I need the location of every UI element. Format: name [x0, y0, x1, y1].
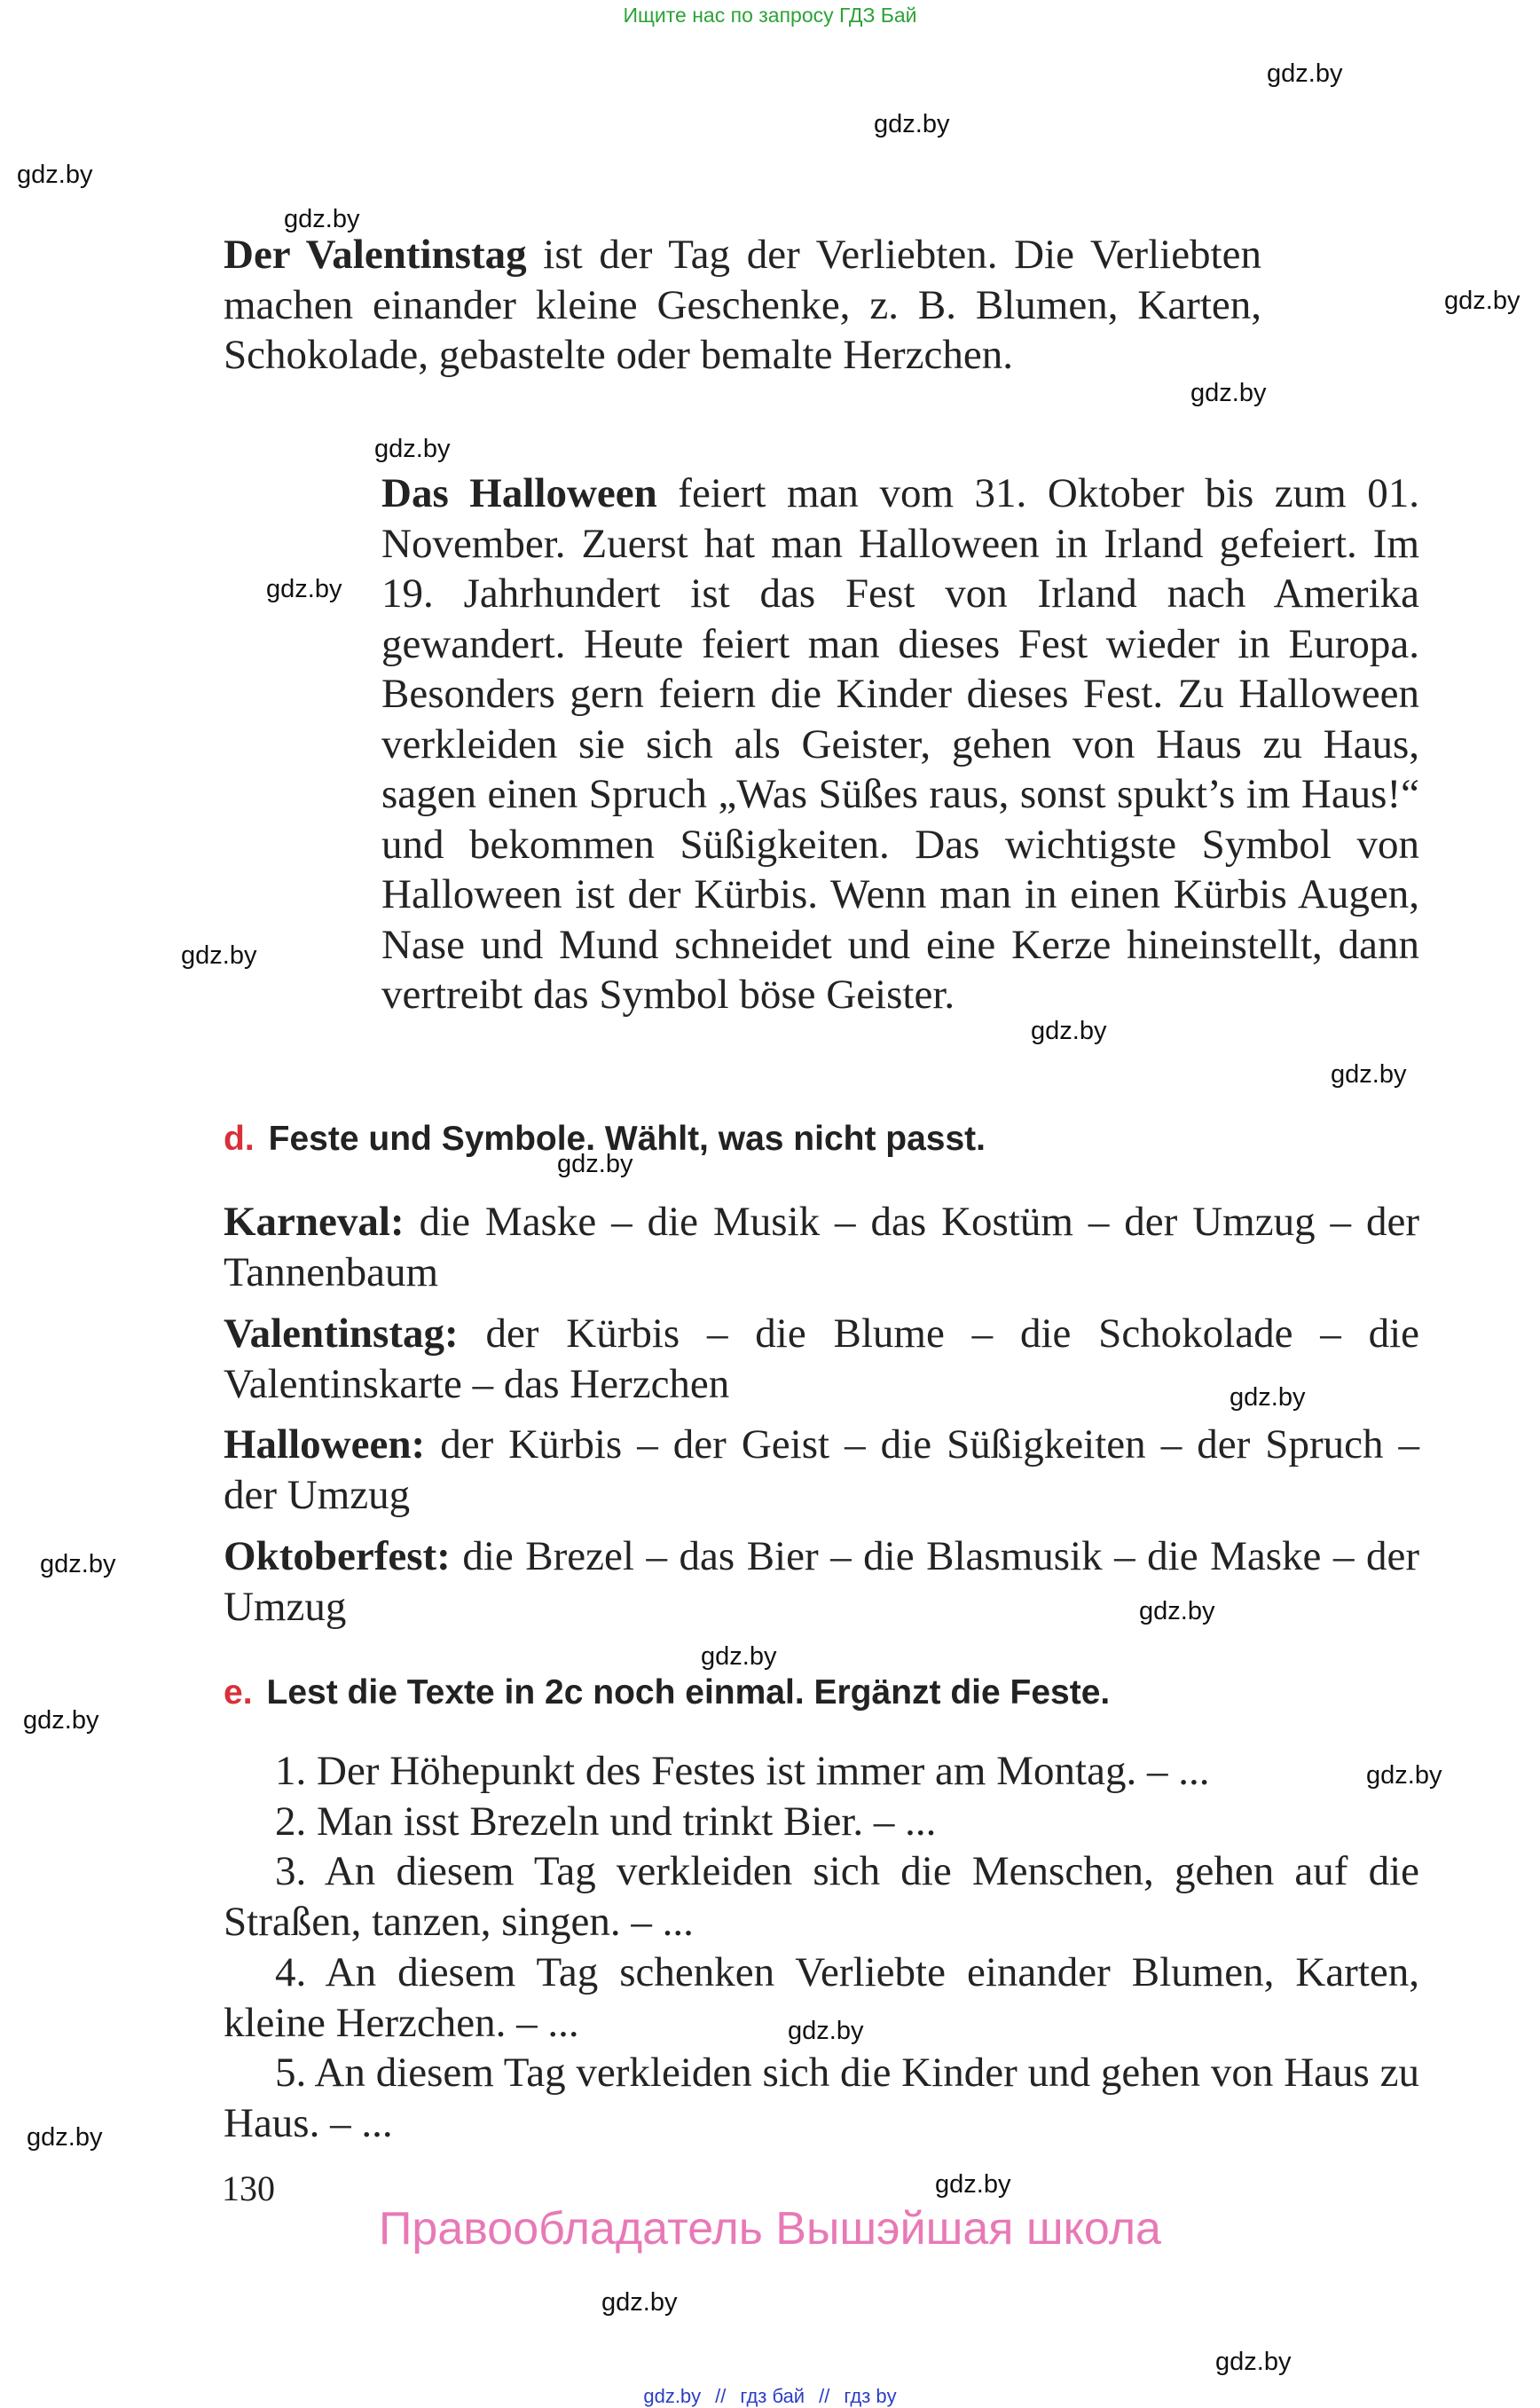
halloween-text: feiert man vom 31. Oktober bis zum 01. November. Zuerst hat man Halloween in Irland gefeiert. Im 19. Jahrhundert ist das Fest von Irland nach Amerika gewandert. Heute feiert man dieses Fest wieder in Europa. Besonders gern feiern die Kinder dieses Fest. Zu Halloween verkleiden sie sich als Geister, gehen von Haus zu Haus, sagen einen Spruch „Was Süßes raus, sonst spukt’s im Haus!“ und bekommen Süßigkeiten. Das wichtigste Symbol von Halloween ist der Kürbis. Wenn man in einen Kürbis Augen, Nase und Mund schneidet und eine Kerze hineinstellt, dann vertreibt das Symbol böse Geister.	[381, 470, 1419, 1018]
watermark: gdz.by	[1215, 2348, 1292, 2376]
watermark: gdz.by	[23, 1706, 99, 1735]
task-e-item: 5. An diesem Tag verkleiden sich die Kinder und gehen von Haus zu Haus. – ...	[224, 2050, 1419, 2146]
watermark: gdz.by	[557, 1150, 633, 1178]
task-d-item-oktoberfest	[224, 1531, 1419, 1632]
halloween-term: Das Halloween	[381, 470, 657, 516]
watermark: gdz.by	[1139, 1597, 1215, 1625]
task-e-item: 4. An diesem Tag schenken Verliebte einander Blumen, Karten, kleine Herzchen. – ...	[224, 1949, 1419, 2046]
task-d-options: der Kürbis – der Geist – die Süßigkeiten – der Spruch – der Umzug	[224, 1421, 1419, 1518]
watermark: gdz.by	[1031, 1017, 1107, 1045]
task-e-letter: e.	[224, 1673, 253, 1712]
task-d-heading	[224, 1120, 986, 1159]
task-e-item: 2. Man isst Brezeln und trinkt Bier. – ...	[275, 1798, 937, 1845]
task-d-term: Halloween:	[224, 1421, 426, 1468]
task-e-title: Lest die Texte in 2c noch einmal. Ergänzt die Feste.	[266, 1673, 1111, 1712]
watermark: gdz.by	[17, 161, 93, 189]
watermark: gdz.by	[1190, 379, 1267, 407]
task-e-heading	[224, 1673, 1110, 1712]
watermark: gdz.by	[788, 2017, 864, 2045]
valentinstag-text: ist der Tag der Verliebten. Die Verliebten machen einander kleine Geschenke, z. B. Blumen, Karten, Schokolade, gebastelte oder bemalte Herzchen.	[224, 232, 1261, 378]
task-e-item: 3. An diesem Tag verkleiden sich die Menschen, gehen auf die Straßen, tanzen, singen. – ...	[224, 1848, 1419, 1945]
task-d-letter: d.	[224, 1120, 255, 1158]
footer-separator: //	[715, 2385, 727, 2407]
task-d-item-valentinstag	[224, 1309, 1419, 1409]
task-d-options: die Maske – die Musik – das Kostüm – der Umzug – der Tannenbaum	[224, 1199, 1419, 1295]
watermark: gdz.by	[1267, 59, 1343, 88]
footer-separator: //	[819, 2385, 830, 2407]
task-d-options: der Kürbis – die Blume – die Schokolade – die Valentinskarte – das Herzchen	[224, 1310, 1419, 1407]
task-d-options: die Brezel – das Bier – die Blasmusik – die Maske – der Umzug	[224, 1533, 1419, 1630]
watermark: gdz.by	[40, 1550, 116, 1578]
footer-link-gdz-by[interactable]: gdz.by	[643, 2385, 702, 2407]
watermark: gdz.by	[601, 2288, 678, 2317]
page-number: 130	[222, 2168, 275, 2208]
footer-links	[0, 2385, 1540, 2408]
footer-link-gdz-bai[interactable]: гдз бай	[740, 2385, 805, 2407]
watermark: gdz.by	[1366, 1761, 1442, 1790]
task-d-item-halloween	[224, 1420, 1419, 1520]
watermark: gdz.by	[1444, 287, 1520, 315]
footer-link-gdz-by-cyr[interactable]: гдз by	[844, 2385, 897, 2407]
task-d-term: Oktoberfest:	[224, 1533, 451, 1579]
watermark: gdz.by	[701, 1642, 777, 1671]
copyright-holder: Правообладатель Вышэйшая школа	[379, 2203, 1161, 2255]
watermark: gdz.by	[1230, 1383, 1306, 1412]
task-d-term: Valentinstag:	[224, 1310, 459, 1357]
task-e-item: 1. Der Höhepunkt des Festes ist immer am Montag. – ...	[275, 1748, 1210, 1794]
watermark: gdz.by	[266, 575, 342, 603]
task-d-term: Karneval:	[224, 1199, 405, 1245]
watermark: gdz.by	[374, 435, 451, 463]
watermark: gdz.by	[874, 110, 950, 138]
valentinstag-paragraph	[224, 230, 1261, 381]
watermark: gdz.by	[284, 205, 360, 233]
valentinstag-term: Der Valentinstag	[224, 232, 527, 278]
watermark: gdz.by	[27, 2123, 103, 2152]
watermark: gdz.by	[935, 2170, 1011, 2199]
task-d-title: Feste und Symbole. Wählt, was nicht passt.	[268, 1120, 986, 1158]
search-hint-banner[interactable]: Ищите нас по запросу ГДЗ Бай	[623, 4, 917, 27]
task-d-item-karneval	[224, 1197, 1419, 1297]
halloween-paragraph	[381, 468, 1419, 1020]
watermark: gdz.by	[1331, 1060, 1407, 1089]
watermark: gdz.by	[181, 941, 257, 970]
